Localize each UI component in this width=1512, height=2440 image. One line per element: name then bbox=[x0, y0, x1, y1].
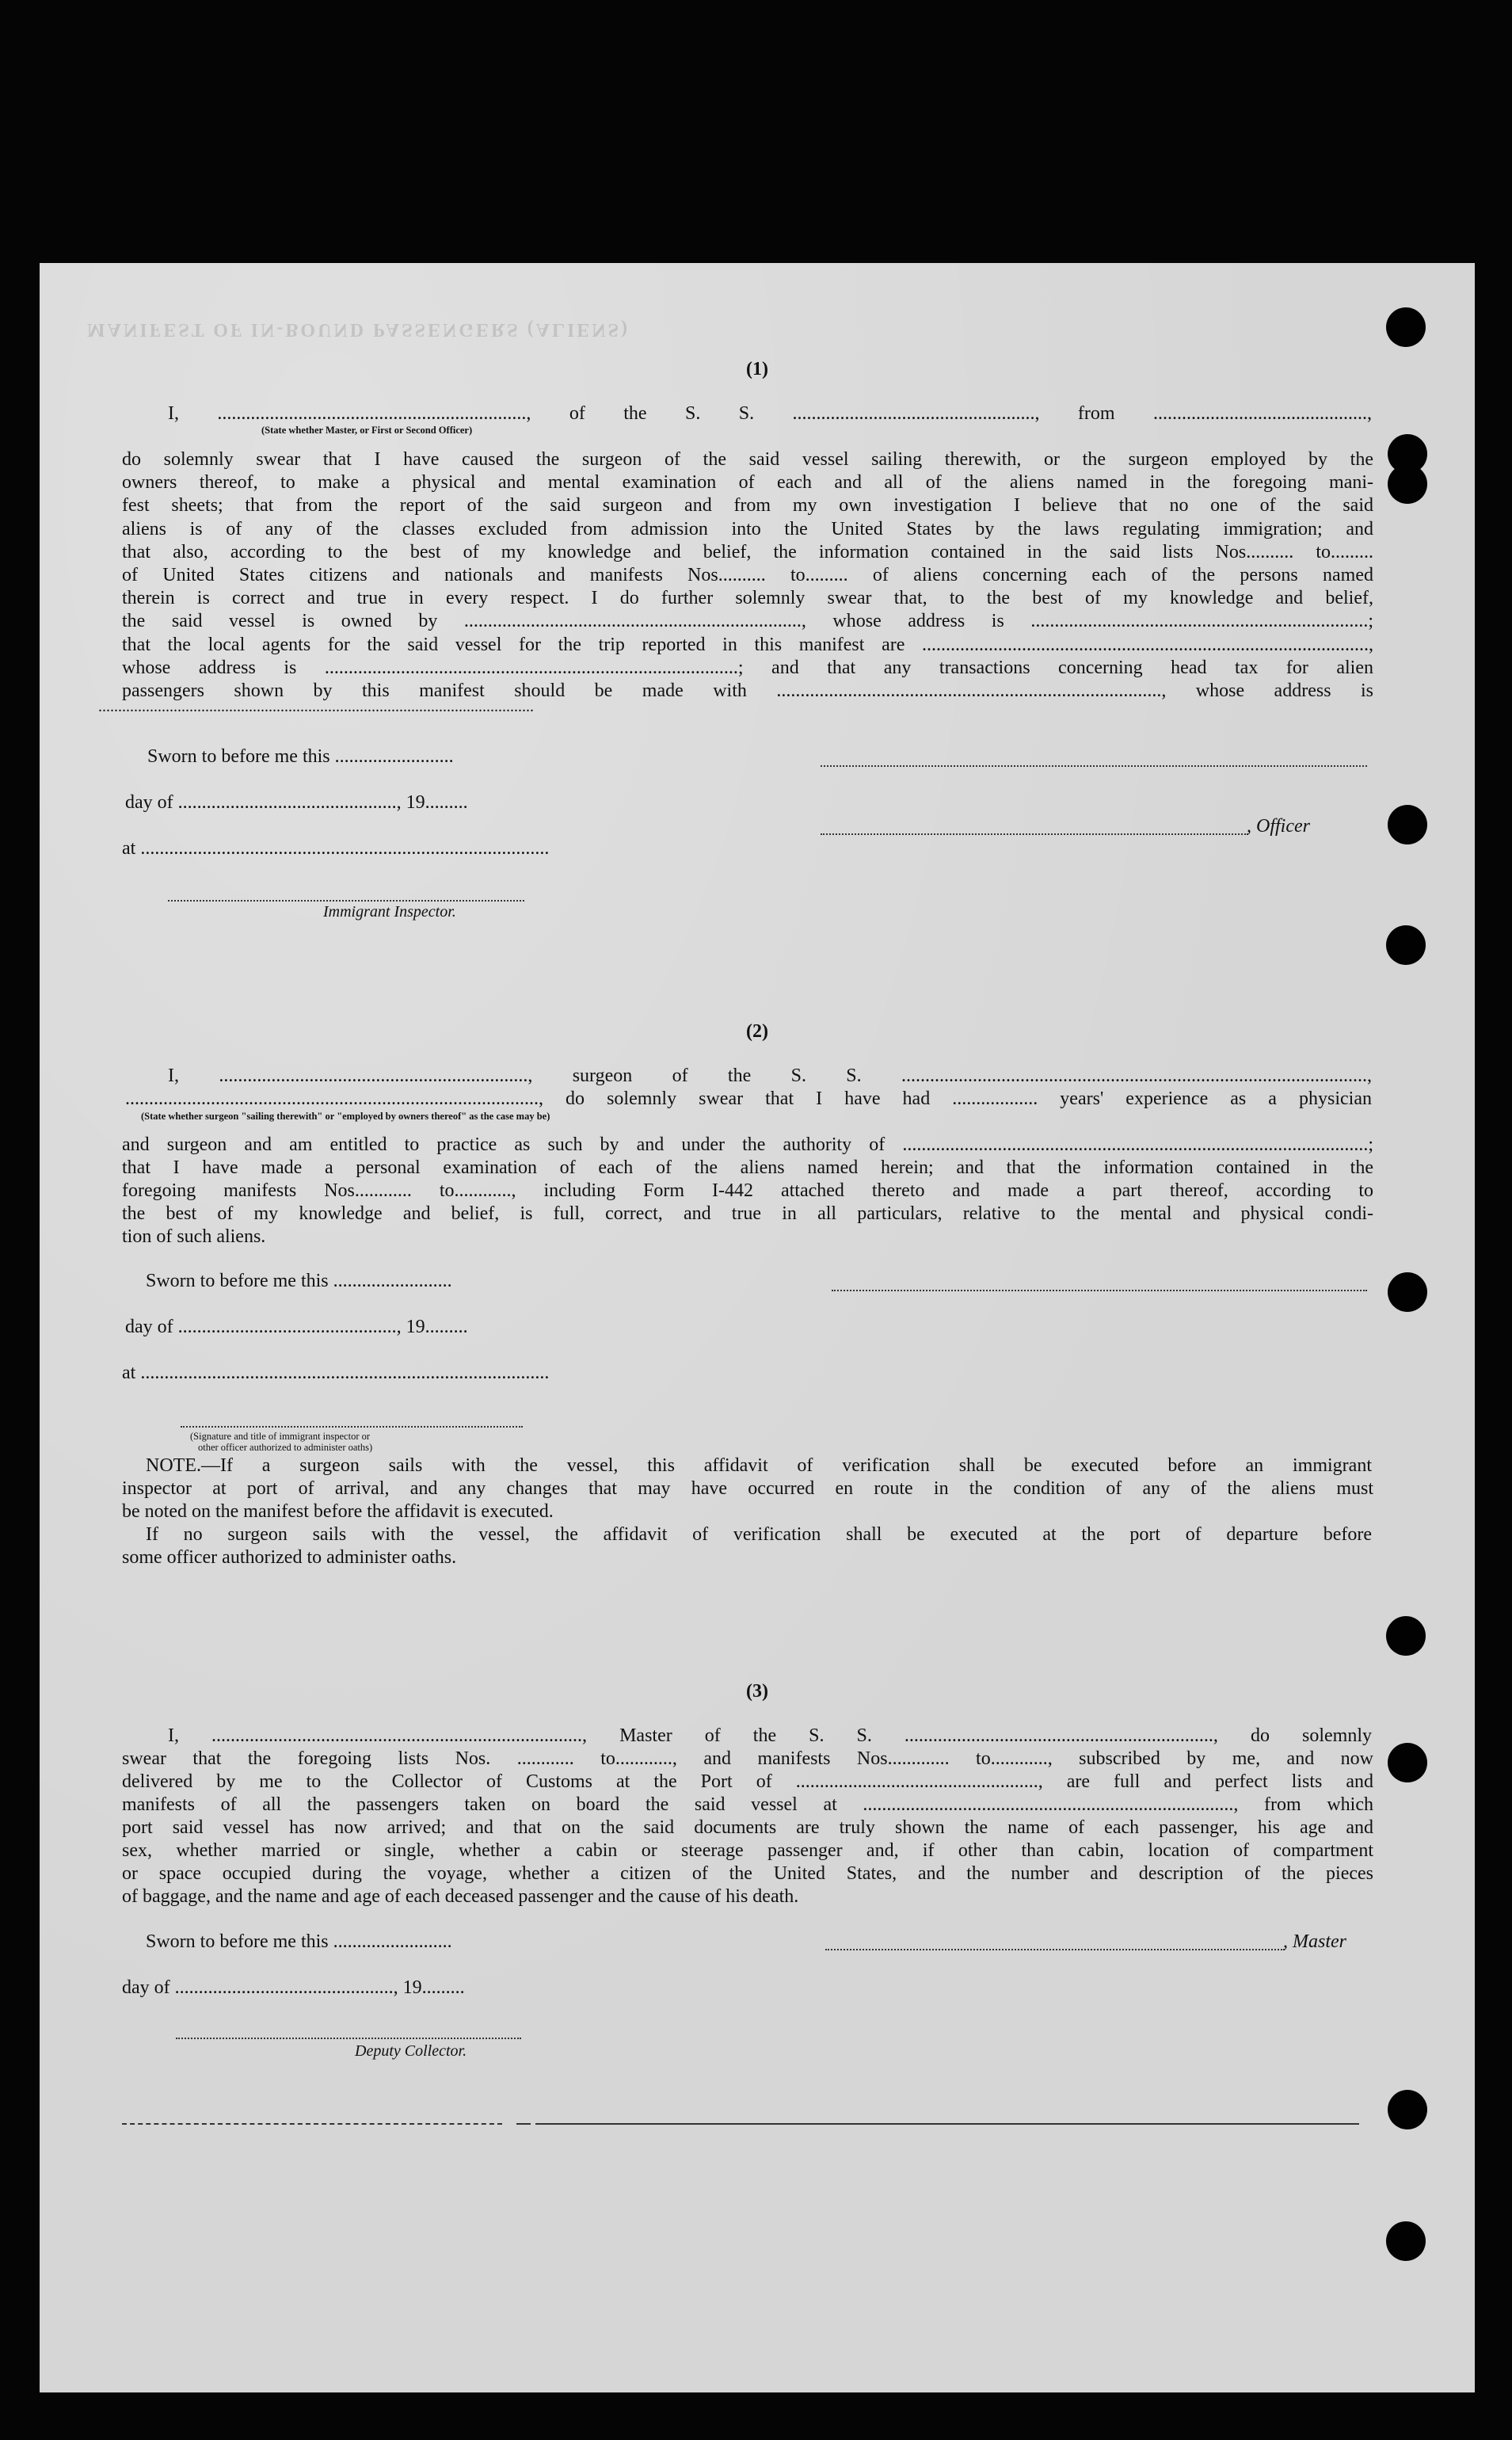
body-line: delivered by me to the Collector of Customs at the Port of ..................................................., are full and perfect lists and bbox=[122, 1771, 1373, 1792]
section-2-note-last: be noted on the manifest before the affidavit is executed. bbox=[122, 1501, 554, 1522]
section-3-number: (3) bbox=[746, 1681, 768, 1702]
body-line: swear that the foregoing lists Nos. ............ to............, and manifests Nos............. to............, subscribed by me, and now bbox=[122, 1748, 1373, 1769]
body-line: do solemnly swear that I have caused the surgeon of the said vessel sailing therewith, or the surgeon employed by the bbox=[122, 449, 1373, 470]
body-line: the best of my knowledge and belief, is full, correct, and true in all particulars, relative to the mental and physical condi- bbox=[122, 1203, 1373, 1224]
inspector-signature-line bbox=[168, 900, 524, 902]
section-2-last-line: tion of such aliens. bbox=[122, 1226, 266, 1247]
body-line: sex, whether married or single, whether a cabin or steerage passenger and, if other than cabin, location of compartment bbox=[122, 1840, 1373, 1861]
body-line: inspector at port of arrival, and any changes that may have occurred en route in the condition of any of the aliens must bbox=[122, 1478, 1373, 1499]
officer-signature-top-line bbox=[821, 765, 1367, 767]
section-2-number: (2) bbox=[746, 1021, 768, 1042]
collector-caption: Deputy Collector. bbox=[355, 2042, 467, 2060]
body-line: therein is correct and true in every respect. I do further solemnly swear that, to the best of my knowledge and belief, bbox=[122, 588, 1373, 609]
section-3-sworn: Sworn to before me this ......................... bbox=[146, 1931, 452, 1952]
section-3-day: day of .............................................., 19......... bbox=[122, 1977, 465, 1998]
section-3-last-line: of baggage, and the name and age of each deceased passenger and the cause of his death. bbox=[122, 1886, 799, 1907]
section-1-at: at ...................................................................................... bbox=[122, 838, 550, 859]
section-1-day: day of .............................................., 19......... bbox=[125, 792, 468, 813]
body-line: whose address is .......................................................................................; and that any transactions concerning head tax for alien bbox=[122, 657, 1373, 678]
binder-hole bbox=[1388, 1743, 1427, 1782]
body-line: that also, according to the best of my knowledge and belief, the information contained in the said lists Nos.......... to......... bbox=[122, 541, 1373, 562]
section-2-caption-a: (Signature and title of immigrant inspector or bbox=[190, 1431, 371, 1442]
section-2-note2-line: If no surgeon sails with the vessel, the affidavit of verification shall be executed at the port of departure before bbox=[146, 1524, 1372, 1545]
section-2-at: at ...................................................................................... bbox=[122, 1363, 550, 1383]
body-line: aliens is of any of the classes excluded from admission into the United States by the laws regulating immigration; and bbox=[122, 518, 1373, 539]
section-2-caption: (State whether surgeon "sailing therewith" or "employed by owners thereof" as the case may be) bbox=[141, 1111, 550, 1122]
bottom-rule-left bbox=[122, 2123, 502, 2125]
binder-hole bbox=[1388, 2090, 1427, 2129]
body-line: owners thereof, to make a physical and mental examination of each and all of the aliens named in the foregoing mani- bbox=[122, 472, 1373, 494]
body-line: fest sheets; that from the report of the said surgeon and from my own investigation I believe that no one of the said bbox=[122, 495, 1373, 517]
body-line: and surgeon and am entitled to practice as such by and under the authority of ..................................................................................................; bbox=[122, 1134, 1373, 1155]
binder-hole bbox=[1388, 464, 1427, 504]
body-line: that the local agents for the said vessel for the trip reported in this manifest are .............................................................................................., bbox=[122, 634, 1373, 655]
section-2-day: day of .............................................., 19......... bbox=[125, 1317, 468, 1337]
section-1-intro: I, ................................................................., of the S. S. ..................................................., from ............................................., bbox=[168, 403, 1372, 424]
body-line: port said vessel has now arrived; and that on the said documents are truly shown the name of each passenger, his age and bbox=[122, 1817, 1373, 1838]
body-line: foregoing manifests Nos............ to............, including Form I-442 attached thereto and made a part thereof, according to bbox=[122, 1180, 1373, 1201]
affidavit-sheet bbox=[40, 263, 1475, 2392]
section-2-line2: ......................................................................................., do solemnly swear that I have had .................. years' experience as a physician bbox=[125, 1088, 1372, 1109]
binder-hole bbox=[1388, 805, 1427, 844]
bleed-through-watermark: MANIFEST OF IN-BOUND PASSENGERS (ALIENS) bbox=[87, 319, 630, 340]
body-line: of United States citizens and nationals and manifests Nos.......... to......... of aliens concerning each of the persons named bbox=[122, 565, 1373, 585]
bottom-rule-mid bbox=[516, 2123, 531, 2125]
body-line: NOTE.—If a surgeon sails with the vessel, this affidavit of verification shall be executed before an immigrant bbox=[146, 1455, 1372, 1476]
bottom-rule-right bbox=[535, 2123, 1359, 2125]
officer-label: , Officer bbox=[1247, 816, 1310, 837]
section-2-note2-last: some officer authorized to administer oaths. bbox=[122, 1547, 457, 1568]
officer-signature-line bbox=[821, 833, 1248, 835]
master-signature-line bbox=[825, 1949, 1285, 1950]
section-2-intro: I, ................................................................., surgeon of the S. S. .................................................................................................., bbox=[168, 1066, 1372, 1086]
binder-hole bbox=[1386, 307, 1426, 347]
section-2-authority-line bbox=[181, 1426, 523, 1428]
collector-signature-line bbox=[176, 2038, 521, 2039]
master-label: , Master bbox=[1283, 1931, 1346, 1952]
binder-hole bbox=[1386, 1616, 1426, 1656]
body-line: manifests of all the passengers taken on board the said vessel at .............................................................................., from which bbox=[122, 1794, 1373, 1815]
section-1-number: (1) bbox=[746, 359, 768, 379]
binder-hole bbox=[1386, 925, 1426, 965]
body-line: I, .............................................................................., Master of the S. S. ................................................................., do solemnly bbox=[168, 1725, 1372, 1746]
binder-hole bbox=[1388, 1272, 1427, 1312]
body-line: that I have made a personal examination of each of the aliens named herein; and that the information contained in the bbox=[122, 1157, 1373, 1178]
section-1-sworn: Sworn to before me this ......................... bbox=[147, 746, 454, 767]
section-2-sworn: Sworn to before me this ......................... bbox=[146, 1271, 452, 1291]
body-line: or space occupied during the voyage, whether a citizen of the United States, and the number and description of the pieces bbox=[122, 1863, 1373, 1884]
binder-hole bbox=[1386, 2221, 1426, 2261]
section-1-last-line: .............................................................................................................. bbox=[98, 698, 534, 715]
surgeon-signature-line bbox=[832, 1290, 1367, 1291]
section-2-caption-b: other officer authorized to administer oaths) bbox=[198, 1442, 373, 1453]
section-1-caption: (State whether Master, or First or Second Officer) bbox=[261, 425, 473, 436]
body-line: the said vessel is owned by ......................................................................., whose address is .......................................................................; bbox=[122, 611, 1373, 632]
body-line: passengers shown by this manifest should be made with ................................................................................., whose address is bbox=[122, 681, 1373, 701]
inspector-caption: Immigrant Inspector. bbox=[323, 903, 456, 921]
